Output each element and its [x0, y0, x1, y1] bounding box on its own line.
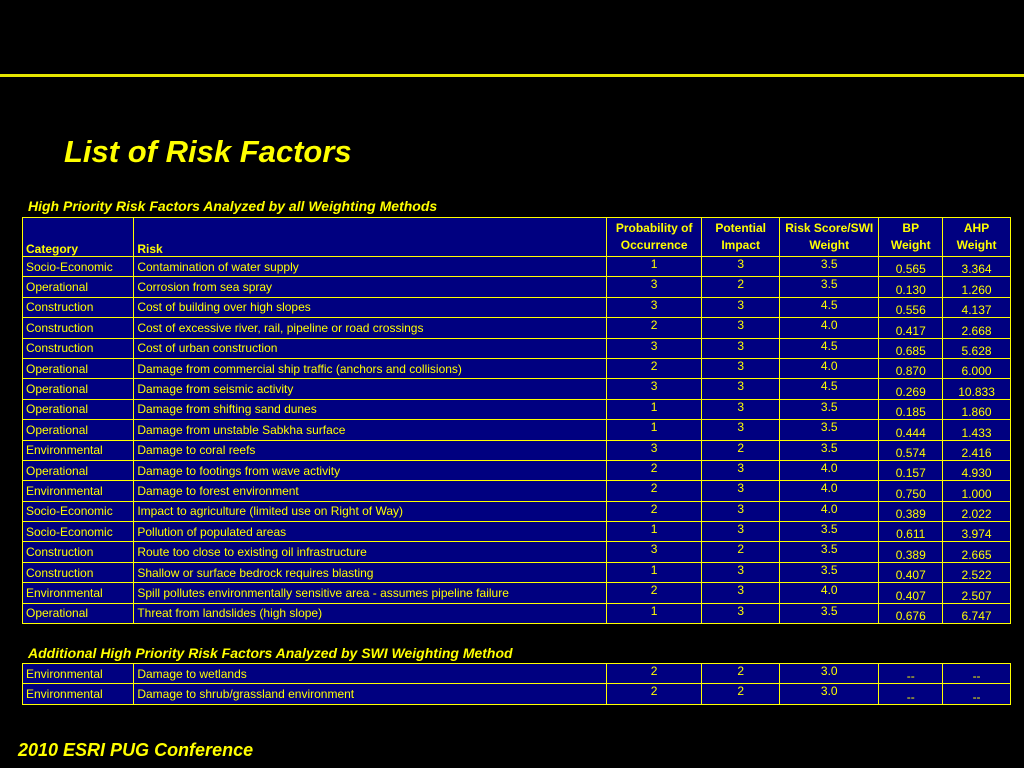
impact-cell: 2 — [702, 664, 780, 684]
ahp-weight-cell: 3.364 — [943, 257, 1011, 277]
risk-cell: Damage from commercial ship traffic (anchors and collisions) — [134, 358, 607, 378]
column-header-category: Category — [23, 218, 134, 257]
probability-cell: 3 — [607, 440, 702, 460]
probability-cell: 2 — [607, 318, 702, 338]
ahp-weight-cell: 6.000 — [943, 358, 1011, 378]
risk-score-cell: 4.5 — [780, 297, 879, 317]
bp-weight-cell: 0.676 — [879, 603, 943, 623]
category-cell: Operational — [23, 399, 134, 419]
probability-cell: 3 — [607, 379, 702, 399]
risk-cell: Corrosion from sea spray — [134, 277, 607, 297]
table-row — [23, 501, 1011, 521]
impact-cell: 3 — [702, 460, 780, 480]
table-row — [23, 338, 1011, 358]
column-header-impact-line2: Impact — [721, 238, 761, 252]
ahp-weight-cell: 2.507 — [943, 583, 1011, 603]
risk-cell: Contamination of water supply — [134, 257, 607, 277]
probability-cell: 3 — [607, 338, 702, 358]
impact-cell: 3 — [702, 603, 780, 623]
risk-score-cell: 4.0 — [780, 460, 879, 480]
ahp-weight-cell: 4.930 — [943, 460, 1011, 480]
impact-cell: 2 — [702, 542, 780, 562]
category-cell: Operational — [23, 460, 134, 480]
category-cell: Operational — [23, 603, 134, 623]
impact-cell: 3 — [702, 358, 780, 378]
ahp-weight-cell: 2.522 — [943, 562, 1011, 582]
table-row — [23, 664, 1011, 684]
impact-cell: 3 — [702, 257, 780, 277]
impact-cell: 3 — [702, 481, 780, 501]
risk-cell: Shallow or surface bedrock requires blasting — [134, 562, 607, 582]
impact-cell: 3 — [702, 399, 780, 419]
impact-cell: 2 — [702, 440, 780, 460]
ahp-weight-cell: 3.974 — [943, 522, 1011, 542]
table-row — [23, 399, 1011, 419]
impact-cell: 3 — [702, 522, 780, 542]
risk-cell: Pollution of populated areas — [134, 522, 607, 542]
table-row — [23, 542, 1011, 562]
column-header-probability-line2: Occurrence — [620, 238, 688, 252]
bp-weight-cell: 0.269 — [879, 379, 943, 399]
category-cell: Environmental — [23, 481, 134, 501]
risk-cell: Damage to footings from wave activity — [134, 460, 607, 480]
column-header-bp-line2: Weight — [890, 238, 931, 252]
bp-weight-cell: 0.130 — [879, 277, 943, 297]
table-row — [23, 318, 1011, 338]
probability-cell: 1 — [607, 420, 702, 440]
risk-cell: Cost of building over high slopes — [134, 297, 607, 317]
risk-cell: Impact to agriculture (limited use on Right of Way) — [134, 501, 607, 521]
table-row — [23, 562, 1011, 582]
risk-score-cell: 3.5 — [780, 257, 879, 277]
table-row — [23, 277, 1011, 297]
risk-score-cell: 4.5 — [780, 338, 879, 358]
ahp-weight-cell: 1.860 — [943, 399, 1011, 419]
risk-score-cell: 4.0 — [780, 501, 879, 521]
top-divider — [0, 74, 1024, 77]
category-cell: Operational — [23, 358, 134, 378]
category-cell: Environmental — [23, 664, 134, 684]
probability-cell: 1 — [607, 399, 702, 419]
bp-weight-cell: 0.444 — [879, 420, 943, 440]
ahp-weight-cell: 10.833 — [943, 379, 1011, 399]
risk-score-cell: 4.5 — [780, 379, 879, 399]
category-cell: Construction — [23, 338, 134, 358]
additional-section-heading: Additional High Priority Risk Factors Analyzed by SWI Weighting Method — [28, 645, 513, 661]
risk-score-cell: 3.5 — [780, 420, 879, 440]
table-row — [23, 481, 1011, 501]
ahp-weight-cell: 6.747 — [943, 603, 1011, 623]
risk-cell: Damage to coral reefs — [134, 440, 607, 460]
column-header-impact-line1: Potential — [715, 221, 767, 235]
table-row — [23, 297, 1011, 317]
category-cell: Environmental — [23, 684, 134, 704]
risk-factors-table — [22, 217, 1011, 624]
risk-cell: Route too close to existing oil infrastructure — [134, 542, 607, 562]
bp-weight-cell: 0.407 — [879, 562, 943, 582]
probability-cell: 3 — [607, 542, 702, 562]
table-row — [23, 379, 1011, 399]
bp-weight-cell: 0.407 — [879, 583, 943, 603]
impact-cell: 3 — [702, 338, 780, 358]
bp-weight-cell: 0.750 — [879, 481, 943, 501]
category-cell: Construction — [23, 297, 134, 317]
ahp-weight-cell: 1.433 — [943, 420, 1011, 440]
ahp-weight-cell: -- — [943, 684, 1011, 704]
impact-cell: 3 — [702, 379, 780, 399]
column-header-bp-weight — [879, 218, 943, 257]
category-cell: Operational — [23, 277, 134, 297]
column-header-risk: Risk — [134, 218, 607, 257]
risk-score-cell: 3.5 — [780, 603, 879, 623]
table-row — [23, 257, 1011, 277]
risk-score-cell: 4.0 — [780, 358, 879, 378]
category-cell: Construction — [23, 562, 134, 582]
risk-cell: Damage to shrub/grassland environment — [134, 684, 607, 704]
risk-score-cell: 3.0 — [780, 684, 879, 704]
impact-cell: 3 — [702, 420, 780, 440]
risk-score-cell: 3.5 — [780, 562, 879, 582]
risk-cell: Cost of urban construction — [134, 338, 607, 358]
bp-weight-cell: 0.574 — [879, 440, 943, 460]
probability-cell: 3 — [607, 297, 702, 317]
impact-cell: 3 — [702, 297, 780, 317]
ahp-weight-cell: 1.000 — [943, 481, 1011, 501]
probability-cell: 2 — [607, 501, 702, 521]
risk-score-cell: 3.5 — [780, 277, 879, 297]
probability-cell: 2 — [607, 684, 702, 704]
category-cell: Operational — [23, 420, 134, 440]
table-row — [23, 420, 1011, 440]
risk-score-cell: 4.0 — [780, 318, 879, 338]
risk-score-cell: 4.0 — [780, 583, 879, 603]
ahp-weight-cell: 5.628 — [943, 338, 1011, 358]
bp-weight-cell: 0.565 — [879, 257, 943, 277]
category-cell: Construction — [23, 542, 134, 562]
ahp-weight-cell: -- — [943, 664, 1011, 684]
category-cell: Socio-Economic — [23, 257, 134, 277]
category-cell: Socio-Economic — [23, 522, 134, 542]
risk-cell: Damage to wetlands — [134, 664, 607, 684]
bp-weight-cell: 0.157 — [879, 460, 943, 480]
impact-cell: 2 — [702, 277, 780, 297]
ahp-weight-cell: 2.665 — [943, 542, 1011, 562]
risk-cell: Damage to forest environment — [134, 481, 607, 501]
bp-weight-cell: 0.389 — [879, 542, 943, 562]
table-row — [23, 603, 1011, 623]
category-cell: Construction — [23, 318, 134, 338]
ahp-weight-cell: 2.416 — [943, 440, 1011, 460]
category-cell: Socio-Economic — [23, 501, 134, 521]
table-row — [23, 460, 1011, 480]
risk-cell: Threat from landslides (high slope) — [134, 603, 607, 623]
table-row — [23, 684, 1011, 704]
column-header-bp-line1: BP — [902, 221, 920, 235]
risk-cell: Damage from unstable Sabkha surface — [134, 420, 607, 440]
probability-cell: 2 — [607, 481, 702, 501]
bp-weight-cell: 0.611 — [879, 522, 943, 542]
impact-cell: 3 — [702, 318, 780, 338]
risk-cell: Damage from shifting sand dunes — [134, 399, 607, 419]
column-header-ahp-line2: Weight — [956, 238, 997, 252]
bp-weight-cell: 0.389 — [879, 501, 943, 521]
page-title: List of Risk Factors — [64, 134, 352, 169]
risk-score-cell: 3.0 — [780, 664, 879, 684]
impact-cell: 3 — [702, 583, 780, 603]
risk-cell: Cost of excessive river, rail, pipeline or road crossings — [134, 318, 607, 338]
risk-score-cell: 3.5 — [780, 440, 879, 460]
ahp-weight-cell: 1.260 — [943, 277, 1011, 297]
risk-cell: Damage from seismic activity — [134, 379, 607, 399]
footer-conference-label: 2010 ESRI PUG Conference — [18, 740, 254, 760]
category-cell: Environmental — [23, 583, 134, 603]
table-row — [23, 358, 1011, 378]
probability-cell: 3 — [607, 277, 702, 297]
column-header-ahp-line1: AHP — [963, 221, 990, 235]
probability-cell: 2 — [607, 664, 702, 684]
probability-cell: 1 — [607, 522, 702, 542]
ahp-weight-cell: 4.137 — [943, 297, 1011, 317]
bp-weight-cell: 0.417 — [879, 318, 943, 338]
probability-cell: 2 — [607, 583, 702, 603]
risk-score-cell: 4.0 — [780, 481, 879, 501]
impact-cell: 3 — [702, 501, 780, 521]
probability-cell: 1 — [607, 562, 702, 582]
risk-score-cell: 3.5 — [780, 399, 879, 419]
table-row — [23, 522, 1011, 542]
probability-cell: 1 — [607, 257, 702, 277]
main-section-heading: High Priority Risk Factors Analyzed by all Weighting Methods — [28, 198, 438, 214]
risk-factors-table-body — [23, 257, 1011, 624]
column-header-impact — [702, 218, 780, 257]
impact-cell: 2 — [702, 684, 780, 704]
risk-score-cell: 3.5 — [780, 522, 879, 542]
column-header-score-line1: Risk Score/SWI — [785, 221, 874, 235]
category-cell: Operational — [23, 379, 134, 399]
additional-risk-factors-table — [22, 663, 1011, 705]
column-header-ahp-weight — [943, 218, 1011, 257]
bp-weight-cell: -- — [879, 664, 943, 684]
column-header-risk-score — [780, 218, 879, 257]
column-header-probability — [607, 218, 702, 257]
impact-cell: 3 — [702, 562, 780, 582]
risk-cell: Spill pollutes environmentally sensitive area - assumes pipeline failure — [134, 583, 607, 603]
bp-weight-cell: 0.870 — [879, 358, 943, 378]
bp-weight-cell: 0.185 — [879, 399, 943, 419]
probability-cell: 2 — [607, 460, 702, 480]
column-header-score-line2: Weight — [809, 238, 850, 252]
probability-cell: 2 — [607, 358, 702, 378]
table-row — [23, 583, 1011, 603]
ahp-weight-cell: 2.668 — [943, 318, 1011, 338]
table-row — [23, 440, 1011, 460]
probability-cell: 1 — [607, 603, 702, 623]
column-header-probability-line1: Probability of — [615, 221, 693, 235]
risk-score-cell: 3.5 — [780, 542, 879, 562]
bp-weight-cell: 0.685 — [879, 338, 943, 358]
category-cell: Environmental — [23, 440, 134, 460]
table-header-row — [23, 218, 1011, 257]
ahp-weight-cell: 2.022 — [943, 501, 1011, 521]
bp-weight-cell: -- — [879, 684, 943, 704]
additional-risk-factors-table-body — [23, 664, 1011, 705]
bp-weight-cell: 0.556 — [879, 297, 943, 317]
